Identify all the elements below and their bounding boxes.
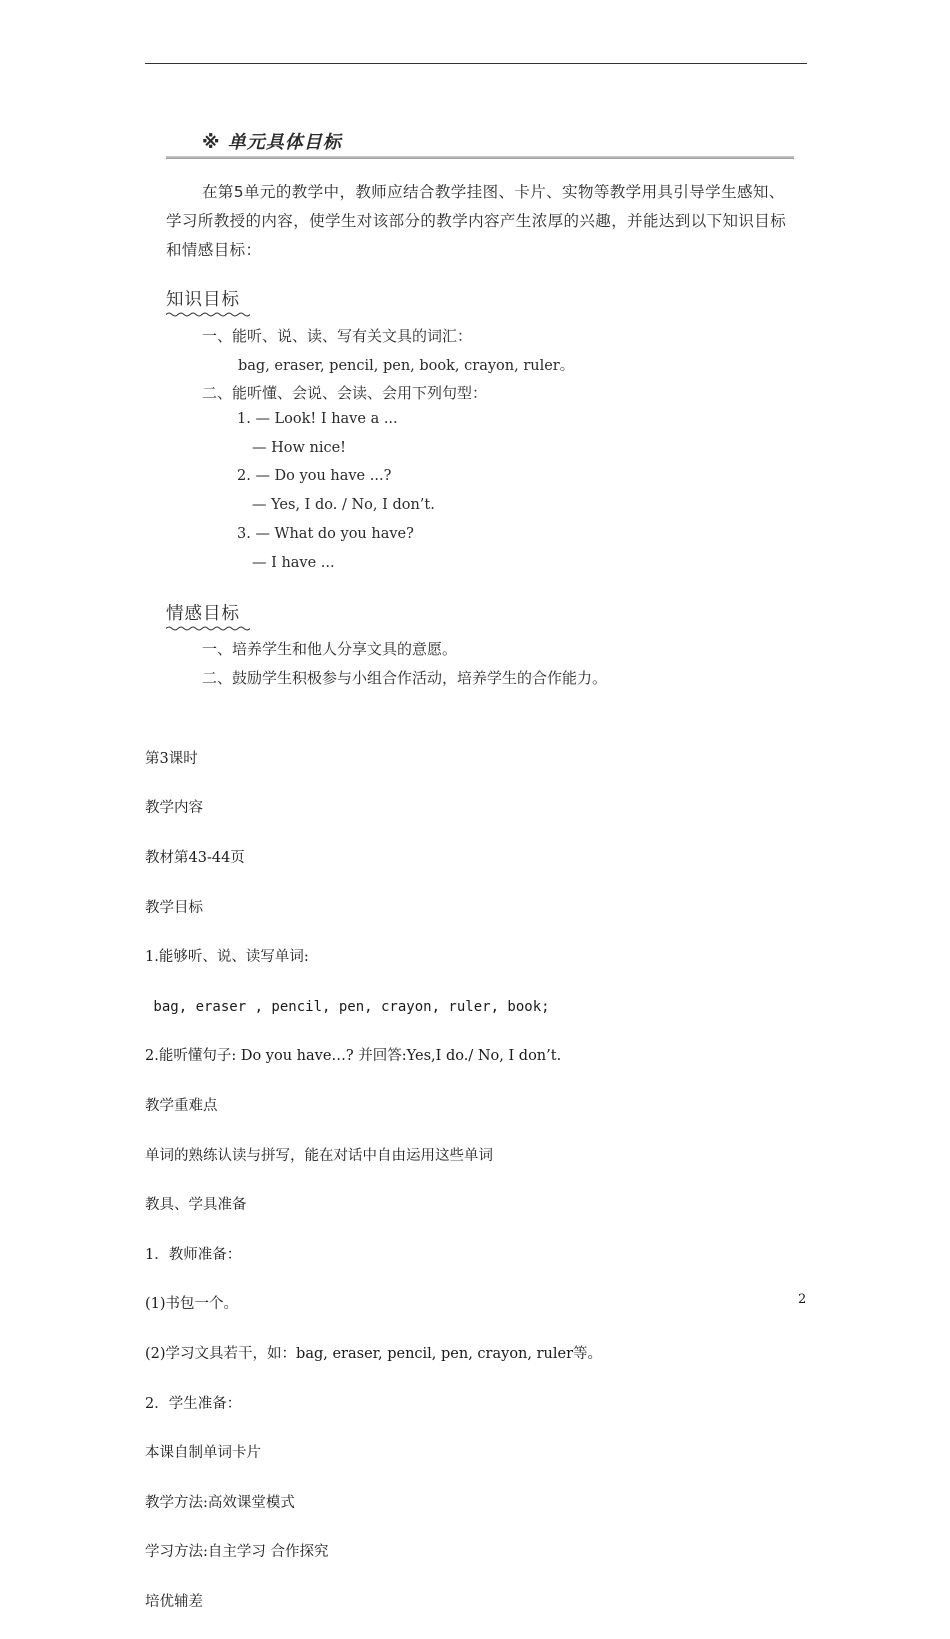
emotion-heading-text: 情感目标 xyxy=(166,604,240,624)
vocabulary-list: bag, eraser, pencil, pen, book, crayon, ruler。 xyxy=(238,358,575,374)
text-line: 学习方法:自主学习 合作探究 xyxy=(145,1544,329,1561)
intro-paragraph: 在第5单元的教学中，教师应结合教学挂图、卡片、实物等教学用具引导学生感知、学习所教授的内容，使学生对该部分的教学内容产生浓厚的兴趣，并能达到以下知识目标和情感目标： xyxy=(166,183,787,259)
section-heading: 教学目标 xyxy=(145,899,203,916)
text-line: 教学方法:高效课堂模式 xyxy=(145,1494,295,1511)
page-number: 2 xyxy=(798,1292,807,1307)
wavy-underline xyxy=(166,312,250,317)
text-line: 2.能听懂句子: Do you have…? 并回答:Yes,I do./ No, I don’t. xyxy=(145,1048,562,1065)
text-line: bag, eraser , pencil, pen, crayon, ruler, book; xyxy=(145,998,550,1015)
emotion-item-1: 一、培养学生和他人分享文具的意愿。 xyxy=(202,640,458,658)
text-line: 1.能够听、说、读写单词: xyxy=(145,949,309,966)
emotion-heading xyxy=(166,600,250,631)
section-heading: 教学重难点 xyxy=(145,1097,218,1114)
knowledge-item-1: 一、能听、说、读、写有关文具的词汇： xyxy=(202,327,473,345)
sentence-pattern: 3. — What do you have? xyxy=(237,526,414,542)
header-rule xyxy=(145,63,807,64)
title-underline xyxy=(166,156,794,159)
section-heading: 培优辅差 xyxy=(145,1593,203,1610)
unit-objectives-title: ※ 单元具体目标 xyxy=(202,132,342,153)
section-heading: 教学内容 xyxy=(145,800,203,817)
lesson-plan xyxy=(145,722,602,1639)
text-line: 本课自制单词卡片 xyxy=(145,1445,261,1462)
knowledge-heading-text: 知识目标 xyxy=(166,290,240,310)
lesson-title: 第3课时 xyxy=(145,750,198,767)
sentence-pattern: — Yes, I do. / No, I don’t. xyxy=(252,497,435,513)
text-line: (2)学习文具若干，如：bag, eraser, pencil, pen, crayon, ruler等。 xyxy=(145,1345,603,1362)
sentence-pattern: — I have ... xyxy=(252,555,335,571)
emotion-item-2: 二、鼓励学生积极参与小组合作活动，培养学生的合作能力。 xyxy=(202,669,608,687)
scanned-objectives-image xyxy=(166,118,796,698)
wavy-underline xyxy=(166,626,250,631)
text-line: 2．学生准备： xyxy=(145,1395,242,1412)
knowledge-item-2: 二、能听懂、会说、会读、会用下列句型： xyxy=(202,384,488,402)
sentence-pattern: 2. — Do you have ...? xyxy=(237,468,392,484)
text-line: 1．教师准备： xyxy=(145,1246,242,1263)
sentence-pattern: — How nice! xyxy=(252,440,347,456)
section-heading: 教具、学具准备 xyxy=(145,1197,247,1214)
text-line: 单词的熟练认读与拼写，能在对话中自由运用这些单词 xyxy=(145,1147,493,1164)
sentence-pattern: 1. — Look! I have a ... xyxy=(237,411,398,427)
text-line: 教材第43-44页 xyxy=(145,849,245,866)
text-line: (1)书包一个。 xyxy=(145,1296,239,1313)
knowledge-heading xyxy=(166,286,250,317)
